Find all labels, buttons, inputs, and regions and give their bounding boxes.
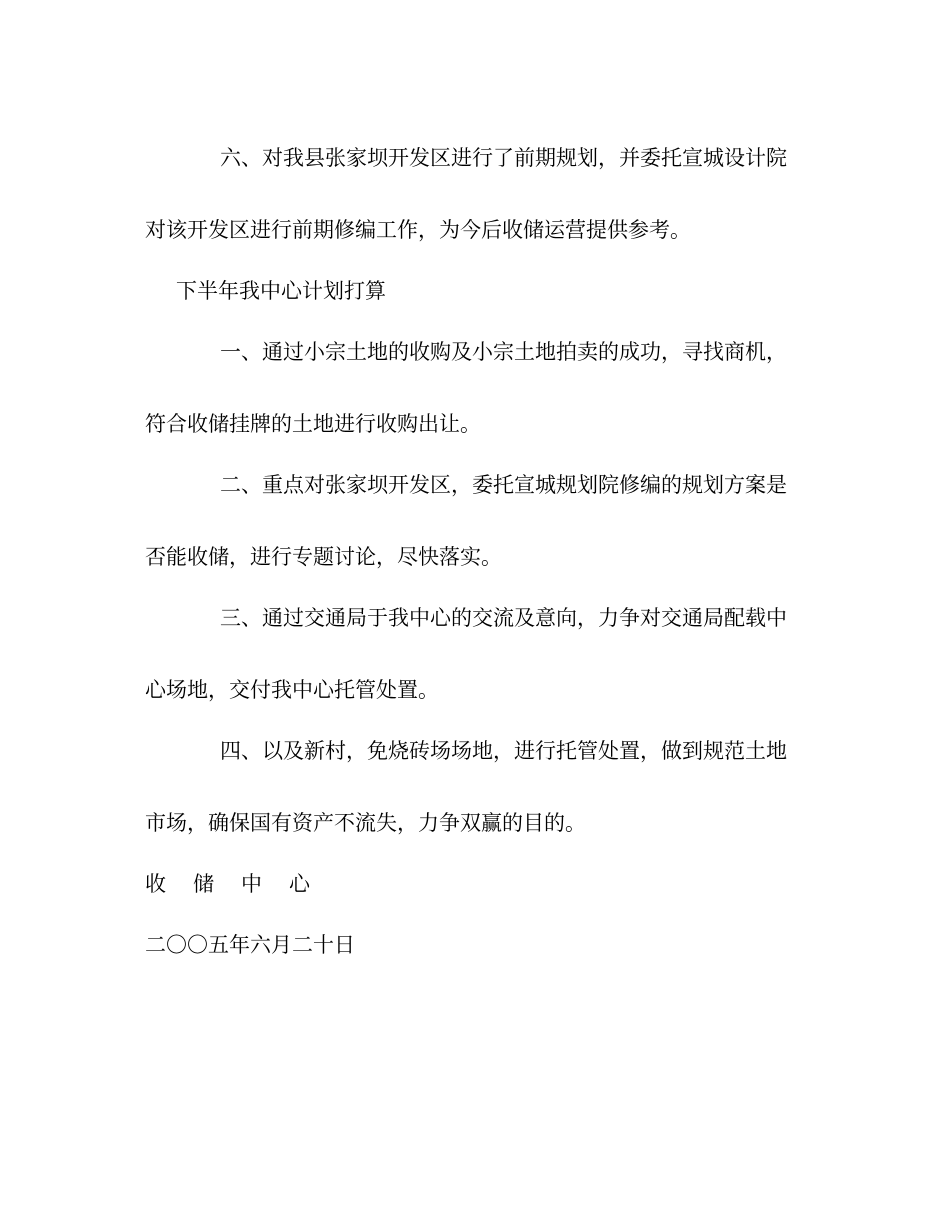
plan-item-3-line-2: 心场地，交付我中心托管处置。	[145, 678, 439, 702]
paragraph-6-line-1: 六、对我县张家坝开发区进行了前期规划，并委托宣城设计院	[220, 146, 787, 170]
plan-item-4-line-2: 市场，确保国有资产不流失，力争双赢的目的。	[145, 811, 586, 835]
paragraph-6-line-2: 对该开发区进行前期修编工作，为今后收储运营提供参考。	[145, 218, 691, 242]
plan-item-2-line-1: 二、重点对张家坝开发区，委托宣城规划院修编的规划方案是	[220, 473, 787, 497]
section-heading: 下半年我中心计划打算	[176, 279, 386, 303]
plan-item-4-line-1: 四、以及新村，免烧砖场场地，进行托管处置，做到规范土地	[220, 739, 787, 763]
plan-item-2-line-2: 否能收储，进行专题讨论，尽快落实。	[145, 545, 502, 569]
signature: 收储中心	[145, 872, 337, 896]
plan-item-1-line-2: 符合收储挂牌的土地进行收购出让。	[145, 412, 481, 436]
plan-item-1-line-1: 一、通过小宗土地的收购及小宗土地拍卖的成功，寻找商机，	[220, 340, 787, 364]
plan-item-3-line-1: 三、通过交通局于我中心的交流及意向，力争对交通局配载中	[220, 606, 787, 630]
document-date: 二〇〇五年六月二十日	[145, 933, 355, 957]
